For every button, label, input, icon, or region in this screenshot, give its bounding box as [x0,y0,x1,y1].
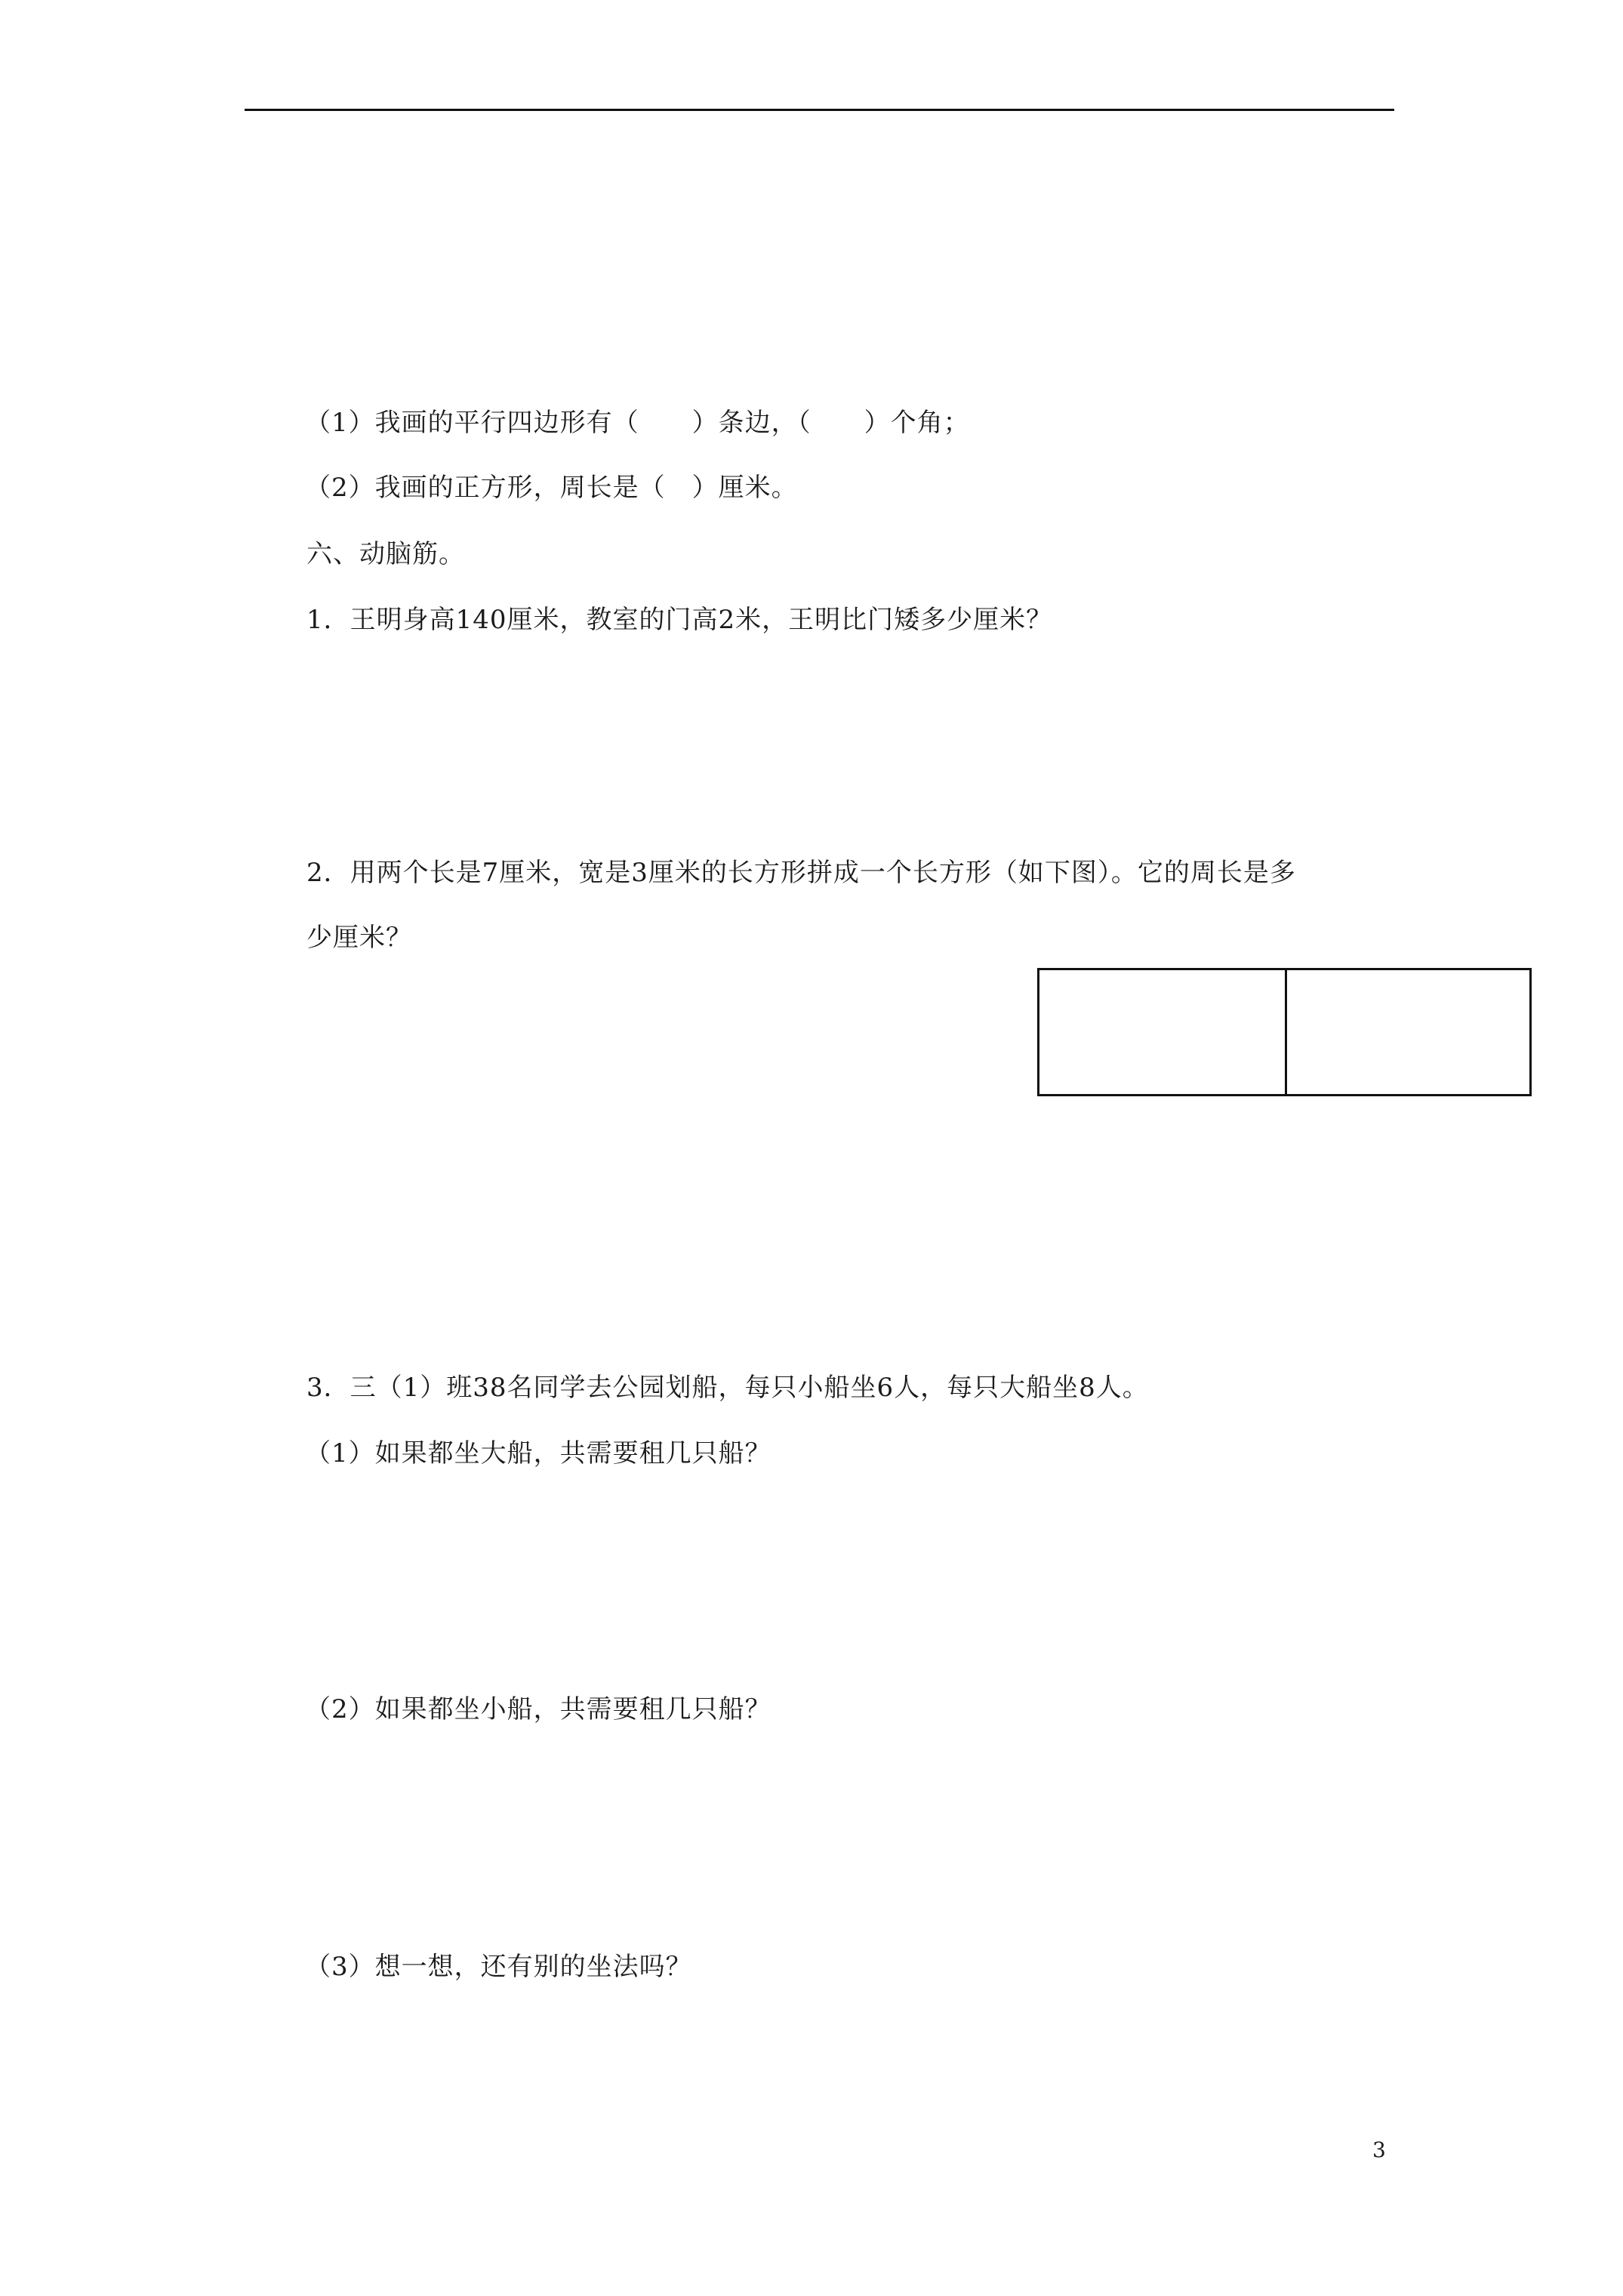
rectangles-divider [1285,970,1287,1094]
problem-1-text: 1．王明身高140厘米，教室的门高2米，王明比门矮多少厘米？ [306,605,1053,635]
q5-sub1-text: （1）我画的平行四边形有（ ）条边，（ ）个角； [305,408,970,438]
problem-3-text: 3．三（1）班38名同学去公园划船，每只小船坐6人，每只大船坐8人。 [306,1373,1149,1403]
rectangles-diagram [1037,968,1532,1096]
section6-heading: 六、动脑筋。 [306,539,465,569]
page-number: 3 [1372,2137,1386,2162]
q5-sub2-text: （2）我画的正方形，周长是（ ）厘米。 [305,473,798,503]
problem-2-text-line1: 2．用两个长是7厘米，宽是3厘米的长方形拼成一个长方形（如下图）。它的周长是多 [306,858,1296,888]
problem-3-sub2-text: （2）如果都坐小船，共需要租几只船？ [305,1694,771,1724]
problem-3-sub1-text: （1）如果都坐大船，共需要租几只船？ [305,1438,771,1469]
problem-3-sub3-text: （3）想一想，还有别的坐法吗？ [305,1952,692,1982]
problem-2-text-line2: 少厘米？ [306,923,412,953]
header-rule [245,109,1394,111]
